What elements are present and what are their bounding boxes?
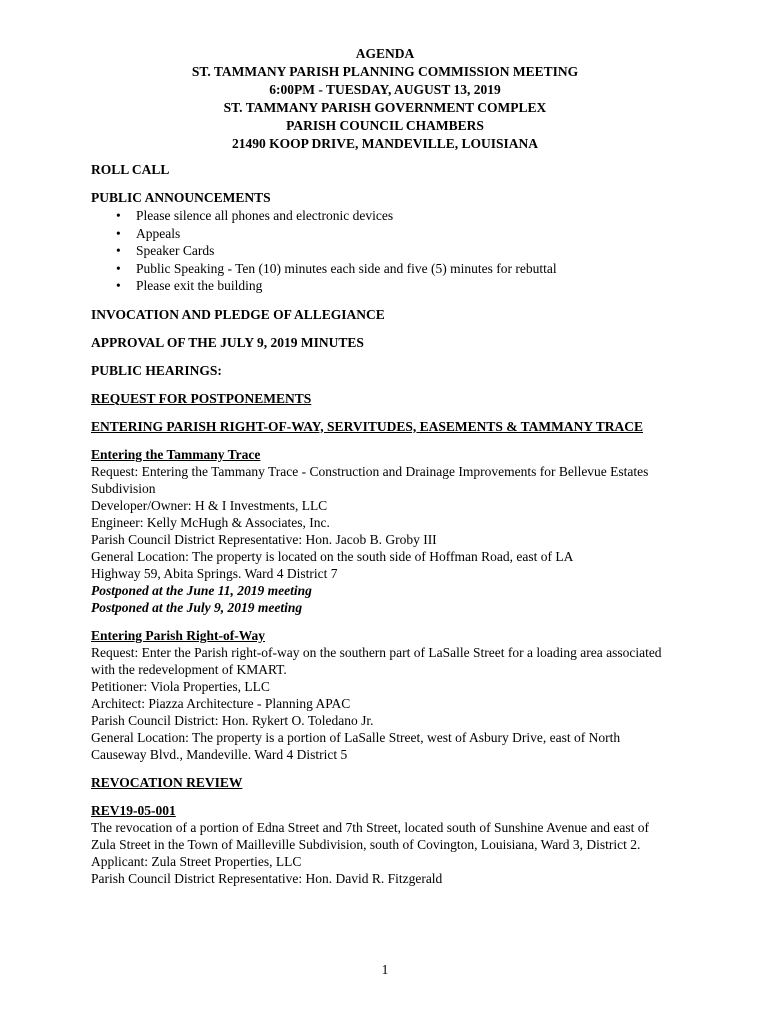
bullet-icon: • [116, 225, 121, 241]
revocation-item-title: REV19-05-001 [91, 802, 176, 818]
item-line: with the redevelopment of KMART. [91, 661, 287, 677]
header-datetime: 6:00PM - TUESDAY, AUGUST 13, 2019 [269, 82, 501, 97]
item-line: Petitioner: Viola Properties, LLC [91, 678, 270, 694]
item-line: Highway 59, Abita Springs. Ward 4 District 7 [91, 565, 338, 581]
list-item: • Speaker Cards [116, 243, 215, 258]
list-item: • Please exit the building [116, 278, 263, 293]
agenda-header [0, 45, 770, 153]
item-line: Engineer: Kelly McHugh & Associates, Inc. [91, 514, 330, 530]
agenda-body [91, 161, 691, 887]
item-line: General Location: The property is located on the south side of Hoffman Road, east of LA [91, 548, 574, 564]
item-line: General Location: The property is a portion of LaSalle Street, west of Asbury Drive, east of North [91, 729, 621, 745]
list-item: • Appeals [116, 225, 181, 241]
item-line: Applicant: Zula Street Properties, LLC [91, 853, 302, 869]
revocation-review-heading: REVOCATION REVIEW [91, 774, 243, 790]
bullet-icon: • [116, 260, 121, 276]
page-number: 1 [381, 962, 389, 977]
item-line: Zula Street in the Town of Mailleville Subdivision, south of Covington, Louisiana, Ward 3, District 2. [91, 836, 641, 852]
list-item: • Please silence all phones and electronic devices [116, 208, 394, 223]
item-line: Parish Council District Representative: Hon. David R. Fitzgerald [91, 870, 443, 886]
public-hearings-heading: PUBLIC HEARINGS: [91, 362, 222, 378]
list-item: • Public Speaking - Ten (10) minutes each side and five (5) minutes for rebuttal [116, 260, 557, 276]
header-room: PARISH COUNCIL CHAMBERS [286, 118, 484, 133]
header-venue: ST. TAMMANY PARISH GOVERNMENT COMPLEX [223, 100, 547, 115]
item-line: Subdivision [91, 480, 156, 496]
item-line: Request: Enter the Parish right-of-way on the southern part of LaSalle Street for a loading area associated [91, 644, 662, 660]
item-line: Causeway Blvd., Mandeville. Ward 4 District 5 [91, 746, 348, 762]
header-address: 21490 KOOP DRIVE, MANDEVILLE, LOUISIANA [231, 136, 539, 151]
bullet-icon: • [116, 208, 121, 223]
item-line: Architect: Piazza Architecture - Planning APAC [91, 695, 351, 711]
header-title: AGENDA [355, 46, 415, 61]
postponed-note: Postponed at the June 11, 2019 meeting [91, 582, 312, 598]
bullet-icon: • [116, 243, 121, 258]
roll-call-heading: ROLL CALL [91, 162, 170, 177]
postponements-heading: REQUEST FOR POSTPONEMENTS [91, 390, 312, 406]
item-line: Developer/Owner: H & I Investments, LLC [91, 497, 328, 513]
item-line: Request: Entering the Tammany Trace - Construction and Drainage Improvements for Bellevue Estates [91, 463, 649, 479]
invocation-heading: INVOCATION AND PLEDGE OF ALLEGIANCE [91, 306, 385, 322]
bullet-icon: • [116, 278, 121, 293]
item-line: The revocation of a portion of Edna Street and 7th Street, located south of Sunshine Avenue and east of [91, 819, 649, 835]
item-line: Parish Council District Representative: Hon. Jacob B. Groby III [91, 531, 437, 547]
minutes-approval-heading: APPROVAL OF THE JULY 9, 2019 MINUTES [91, 334, 364, 350]
item-line: Parish Council District: Hon. Rykert O. Toledano Jr. [91, 712, 374, 728]
right-of-way-item-title: Entering Parish Right-of-Way [91, 627, 265, 643]
public-announcements-heading: PUBLIC ANNOUNCEMENTS [91, 190, 271, 205]
announcements-list [91, 207, 691, 295]
header-meeting-name: ST. TAMMANY PARISH PLANNING COMMISSION MEETING [191, 64, 579, 79]
postponed-note: Postponed at the July 9, 2019 meeting [91, 599, 303, 615]
tammany-trace-item-title: Entering the Tammany Trace [91, 446, 261, 462]
entering-row-heading: ENTERING PARISH RIGHT-OF-WAY, SERVITUDES, EASEMENTS & TAMMANY TRACE [91, 418, 644, 434]
